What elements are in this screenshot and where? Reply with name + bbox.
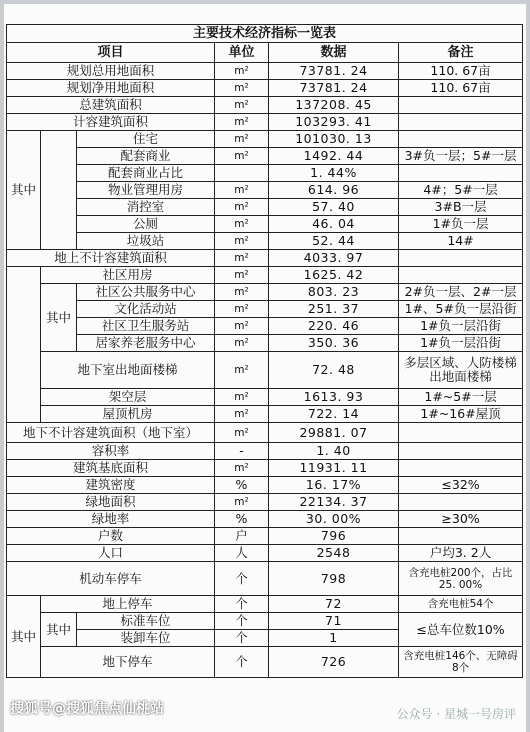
row-value: 1613. 93 xyxy=(269,389,399,406)
row-value: 350. 36 xyxy=(269,335,399,352)
row-remark xyxy=(399,165,523,182)
row-value: 57. 40 xyxy=(269,199,399,216)
row-item: 地下不计容建筑面积（地下室） xyxy=(7,423,215,443)
row-unit: 个 xyxy=(215,647,269,678)
row-remark: 含充电桩200个，占比25. 00% xyxy=(399,562,523,596)
row-item: 地下室出地面楼梯 xyxy=(41,352,215,389)
header-data: 数据 xyxy=(269,43,399,63)
row-item: 容积率 xyxy=(7,443,215,460)
group-label-other: 其中 xyxy=(7,131,41,250)
row-value: 72. 48 xyxy=(269,352,399,389)
row-item: 人口 xyxy=(7,545,215,562)
row-remark xyxy=(399,131,523,148)
row-unit: m² xyxy=(215,63,269,80)
row-item: 地上不计容建筑面积 xyxy=(7,250,215,267)
row-value: 803. 23 xyxy=(269,284,399,301)
row-remark: 1#、5#负一层沿街 xyxy=(399,301,523,318)
row-value: 251. 37 xyxy=(269,301,399,318)
row-remark: 含充电桩54个 xyxy=(399,596,523,613)
header-remark: 备注 xyxy=(399,43,523,63)
row-value: 52. 44 xyxy=(269,233,399,250)
row-value: 73781. 24 xyxy=(269,80,399,97)
row-unit: m² xyxy=(215,267,269,284)
row-remark: ≤总车位数10% xyxy=(399,613,523,647)
row-remark: 4#；5#一层 xyxy=(399,182,523,199)
row-item: 绿地率 xyxy=(7,511,215,528)
row-item: 绿地面积 xyxy=(7,494,215,511)
row-item: 装卸车位 xyxy=(77,630,215,647)
row-unit: m² xyxy=(215,97,269,114)
row-value: 1. 40 xyxy=(269,443,399,460)
row-item: 机动车停车 xyxy=(7,562,215,596)
row-item: 规划净用地面积 xyxy=(7,80,215,97)
row-remark xyxy=(399,494,523,511)
row-item: 消控室 xyxy=(77,199,215,216)
row-remark xyxy=(399,528,523,545)
row-unit: m² xyxy=(215,460,269,477)
row-remark: 1#~16#屋顶 xyxy=(399,406,523,423)
row-item: 标准车位 xyxy=(77,613,215,630)
row-remark: 110. 67亩 xyxy=(399,80,523,97)
row-unit: m² xyxy=(215,250,269,267)
row-unit: % xyxy=(215,477,269,494)
row-value: 11931. 11 xyxy=(269,460,399,477)
row-remark: 3#B一层 xyxy=(399,199,523,216)
subgroup-label-other: 其中 xyxy=(41,284,77,352)
row-remark: 1#负一层沿街 xyxy=(399,318,523,335)
row-value: 2548 xyxy=(269,545,399,562)
row-value: 22134. 37 xyxy=(269,494,399,511)
row-remark: 多层区域、人防楼梯出地面楼梯 xyxy=(399,352,523,389)
row-remark: 户均3. 2人 xyxy=(399,545,523,562)
row-value: 796 xyxy=(269,528,399,545)
row-unit: m² xyxy=(215,406,269,423)
row-item: 建筑密度 xyxy=(7,477,215,494)
header-unit: 单位 xyxy=(215,43,269,63)
row-remark xyxy=(399,460,523,477)
row-unit: 户 xyxy=(215,528,269,545)
row-value: 1625. 42 xyxy=(269,267,399,284)
row-unit: m² xyxy=(215,216,269,233)
row-remark xyxy=(399,250,523,267)
row-item: 配套商业占比 xyxy=(77,165,215,182)
row-unit: % xyxy=(215,511,269,528)
row-unit: m² xyxy=(215,131,269,148)
row-unit: m² xyxy=(215,389,269,406)
row-remark: ≤32% xyxy=(399,477,523,494)
row-remark: 2#负一层、2#一层 xyxy=(399,284,523,301)
row-unit: m² xyxy=(215,301,269,318)
row-value: 1. 44% xyxy=(269,165,399,182)
row-remark xyxy=(399,97,523,114)
row-remark: 1#~5#一层 xyxy=(399,389,523,406)
row-value: 726 xyxy=(269,647,399,678)
row-remark: 3#负一层；5#一层 xyxy=(399,148,523,165)
document-sheet xyxy=(4,4,526,732)
row-value: 71 xyxy=(269,613,399,630)
row-item: 计容建筑面积 xyxy=(7,114,215,131)
group-spacer-cell xyxy=(7,267,41,423)
row-item: 建筑基底面积 xyxy=(7,460,215,477)
table-title: 主要技术经济指标一览表 xyxy=(7,25,523,43)
row-item: 社区公共服务中心 xyxy=(77,284,215,301)
row-remark: 14# xyxy=(399,233,523,250)
row-value: 73781. 24 xyxy=(269,63,399,80)
indicator-table xyxy=(6,24,523,678)
row-value: 220. 46 xyxy=(269,318,399,335)
row-unit xyxy=(215,165,269,182)
row-remark: ≥30% xyxy=(399,511,523,528)
row-item: 物业管理用房 xyxy=(77,182,215,199)
row-item: 社区用房 xyxy=(41,267,215,284)
row-item: 住宅 xyxy=(77,131,215,148)
row-value: 798 xyxy=(269,562,399,596)
row-value: 16. 17% xyxy=(269,477,399,494)
row-unit: m² xyxy=(215,114,269,131)
row-unit: m² xyxy=(215,80,269,97)
row-value: 103293. 41 xyxy=(269,114,399,131)
row-value: 29881. 07 xyxy=(269,423,399,443)
row-item: 户数 xyxy=(7,528,215,545)
row-unit: - xyxy=(215,443,269,460)
row-unit: 个 xyxy=(215,630,269,647)
row-remark xyxy=(399,443,523,460)
row-value: 722. 14 xyxy=(269,406,399,423)
header-item: 项目 xyxy=(7,43,215,63)
row-remark xyxy=(399,114,523,131)
spacer-cell xyxy=(41,131,77,250)
row-remark: 含充电桩146个、无障碍8个 xyxy=(399,647,523,678)
row-unit: 个 xyxy=(215,596,269,613)
row-item: 地上停车 xyxy=(41,596,215,613)
row-unit: 个 xyxy=(215,562,269,596)
row-item: 配套商业 xyxy=(77,148,215,165)
row-unit: 个 xyxy=(215,613,269,630)
subgroup-label-other: 其中 xyxy=(41,613,77,647)
row-item: 社区卫生服务站 xyxy=(77,318,215,335)
row-remark: 110. 67亩 xyxy=(399,63,523,80)
row-remark xyxy=(399,267,523,284)
row-item: 垃圾站 xyxy=(77,233,215,250)
group-label-other: 其中 xyxy=(7,596,41,678)
row-remark xyxy=(399,423,523,443)
row-unit: m² xyxy=(215,182,269,199)
row-value: 4033. 97 xyxy=(269,250,399,267)
watermark-right: 公众号 · 星城一号房评 xyxy=(396,707,516,721)
row-value: 614. 96 xyxy=(269,182,399,199)
row-value: 46. 04 xyxy=(269,216,399,233)
watermark-left: 搜狐号@搜狐焦点仙桃站 xyxy=(10,701,164,717)
row-item: 规划总用地面积 xyxy=(7,63,215,80)
row-remark: 1#负一层沿街 xyxy=(399,335,523,352)
row-item: 地下停车 xyxy=(41,647,215,678)
row-value: 1 xyxy=(269,630,399,647)
row-unit: m² xyxy=(215,233,269,250)
row-value: 72 xyxy=(269,596,399,613)
row-value: 137208. 45 xyxy=(269,97,399,114)
row-item: 居家养老服务中心 xyxy=(77,335,215,352)
row-unit: 人 xyxy=(215,545,269,562)
row-value: 101030. 13 xyxy=(269,131,399,148)
row-item: 屋顶机房 xyxy=(41,406,215,423)
row-unit: m² xyxy=(215,494,269,511)
row-unit: m² xyxy=(215,318,269,335)
row-item: 文化活动站 xyxy=(77,301,215,318)
row-unit: m² xyxy=(215,335,269,352)
row-item: 架空层 xyxy=(41,389,215,406)
row-item: 总建筑面积 xyxy=(7,97,215,114)
row-item: 公厕 xyxy=(77,216,215,233)
row-unit: m² xyxy=(215,284,269,301)
row-value: 30. 00% xyxy=(269,511,399,528)
row-unit: m² xyxy=(215,423,269,443)
row-unit: m² xyxy=(215,148,269,165)
row-unit: m² xyxy=(215,352,269,389)
row-unit: m² xyxy=(215,199,269,216)
row-value: 1492. 44 xyxy=(269,148,399,165)
row-remark: 1#负一层 xyxy=(399,216,523,233)
